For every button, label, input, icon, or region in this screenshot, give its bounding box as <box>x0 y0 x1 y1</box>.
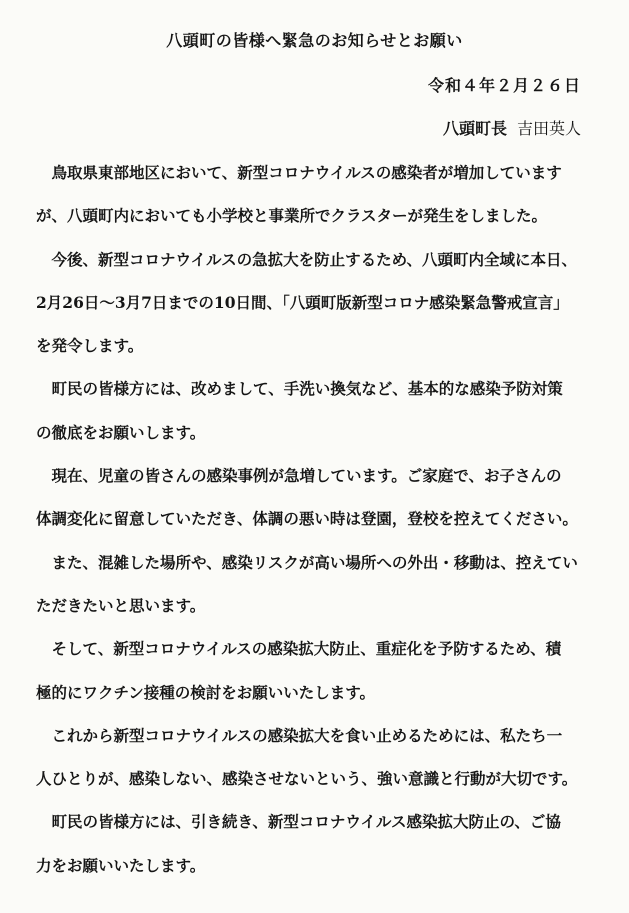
paragraph: 町民の皆様方には、引き続き、新型コロナウイルス感染拡大防止の、ご協 力をお願いいたします。 <box>36 812 561 875</box>
document-title: 八頭町の皆様へ緊急のお知らせとお願い <box>166 31 463 50</box>
document-date: 令和４年２月２６日 <box>427 76 581 95</box>
author-role: 八頭町長 <box>442 119 507 138</box>
author-name: 吉田英人 <box>516 119 581 138</box>
paragraph: 町民の皆様方には、改めまして、手洗い換気など、基本的な感染予防対策 の徹底をお願いします。 <box>36 379 563 442</box>
author-line <box>443 116 581 139</box>
paragraph: 今後、新型コロナウイルスの急拡大を防止するため、八頭町内全域に本日、 2月26日～3月7日までの10日間、「八頭町版新型コロナ感染緊急警戒宣言」 を発令します。 <box>36 249 577 356</box>
paragraph: これから新型コロナウイルスの感染拡大を食い止めるためには、私たち一 人ひとりが、感染しない、感染させないという、強い意識と行動が大切です。 <box>36 725 578 789</box>
paragraph: そして、新型コロナウイルスの感染拡大防止、重症化を予防するため、積 極的にワクチン接種の検討をお願いいたします。 <box>36 639 562 702</box>
paragraph: 現在、児童の皆さんの感染事例が急増しています。ご家庭で、お子さんの 体調変化に留意していただき、体調の悪い時は登園，登校を控えてください。 <box>36 466 578 529</box>
paragraph: 鳥取県東部地区において、新型コロナウイルスの感染者が増加しています が、八頭町内においても小学校と事業所でクラスターが発生をしました。 <box>36 163 562 226</box>
paragraph: また、混雑した場所や、感染リスクが高い場所への外出・移動は、控えてい ただきたいと思います。 <box>36 552 578 615</box>
document-body <box>36 151 596 887</box>
